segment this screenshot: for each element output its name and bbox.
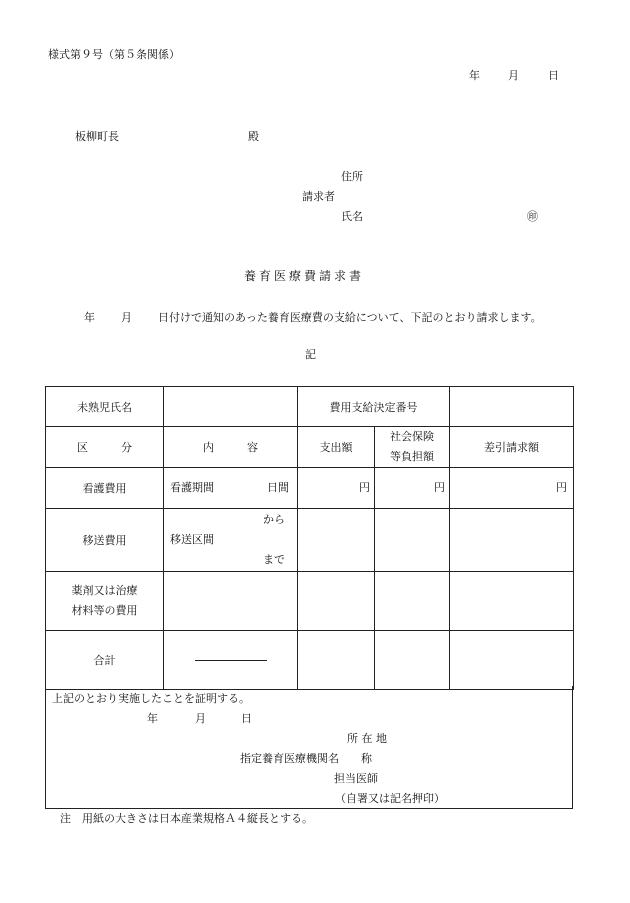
- transport-to-label: まで: [263, 553, 285, 566]
- infant-name-label: 未熟児氏名: [46, 387, 164, 427]
- transport-section-label: 移送区間: [170, 533, 214, 546]
- header-date-month: 月: [508, 69, 519, 82]
- transport-content: [164, 509, 298, 572]
- drugs-label-line1: 薬剤又は治療: [71, 584, 138, 597]
- total-dash-line: [195, 660, 267, 661]
- nursing-claim-yen: 円: [556, 481, 567, 494]
- header-claim: 差引請求額: [450, 427, 574, 468]
- drugs-insurance: [375, 572, 450, 631]
- certification-month: 月: [195, 712, 206, 725]
- addressee-name: 板柳町長: [75, 130, 119, 143]
- header-date-day: 日: [548, 69, 559, 82]
- drugs-content: [164, 572, 298, 631]
- addressee-honorific: 殿: [248, 130, 259, 143]
- header-insurance: [375, 427, 450, 468]
- total-claim: [450, 631, 574, 690]
- header-content: 内 容: [164, 427, 298, 468]
- total-label: 合計: [46, 631, 164, 690]
- transport-claim: [450, 509, 574, 572]
- certification-year: 年: [147, 712, 158, 725]
- paper-size-note: 注 用紙の大きさは日本産業規格Ａ４縦長とする。: [60, 812, 313, 825]
- nursing-content: [164, 468, 298, 509]
- decision-number-label: 費用支給決定番号: [298, 387, 450, 427]
- header-date-year: 年: [469, 69, 480, 82]
- drugs-claim: [450, 572, 574, 631]
- location-label: 所 在 地: [347, 732, 387, 745]
- nursing-days-unit: 日間: [267, 481, 289, 494]
- drugs-expenditure: [298, 572, 375, 631]
- total-expenditure: [298, 631, 375, 690]
- seal-mark-icon: ㊞: [527, 210, 538, 223]
- transport-expenditure: [298, 509, 375, 572]
- drugs-label: [46, 572, 164, 631]
- document-title: 養育医療費請求書: [244, 269, 365, 283]
- claimant-address-label: 住所: [341, 170, 363, 183]
- transport-insurance: [375, 509, 450, 572]
- nursing-claim: [450, 468, 574, 509]
- total-insurance: [375, 631, 450, 690]
- total-content: [164, 631, 298, 690]
- transport-label: 移送費用: [46, 509, 164, 572]
- header-insurance-line1: 社会保険: [390, 430, 434, 443]
- nursing-label: 看護費用: [46, 468, 164, 509]
- claimant-label: 請求者: [302, 190, 335, 203]
- body-year: 年: [84, 311, 95, 324]
- nursing-period-label: 看護期間: [170, 481, 214, 494]
- certification-statement: 上記のとおり実施したことを証明する。: [52, 692, 250, 705]
- institution-name-label: 指定養育医療機関名 称: [240, 752, 372, 765]
- nursing-insurance-yen: 円: [434, 481, 445, 494]
- certification-box: [45, 686, 573, 809]
- nursing-expenditure-yen: 円: [359, 481, 370, 494]
- decision-number-value: [450, 387, 574, 427]
- signature-note: （自署又は記名押印）: [335, 792, 445, 805]
- drugs-label-line2: 材料等の費用: [71, 604, 138, 617]
- claim-table: [45, 386, 574, 690]
- claimant-name-label: 氏名: [341, 210, 363, 223]
- doctor-label: 担当医師: [334, 772, 378, 785]
- header-insurance-line2: 等負担額: [390, 450, 434, 463]
- body-text: 日付けで通知のあった養育医療費の支給について、下記のとおり請求します。: [158, 311, 542, 324]
- nursing-insurance: [375, 468, 450, 509]
- ki-heading: 記: [305, 348, 316, 361]
- nursing-expenditure: [298, 468, 375, 509]
- header-expenditure: 支出額: [298, 427, 375, 468]
- header-category: 区 分: [46, 427, 164, 468]
- transport-from-label: から: [263, 513, 285, 526]
- certification-day: 日: [241, 712, 252, 725]
- infant-name-value: [164, 387, 298, 427]
- body-month: 月: [121, 311, 132, 324]
- form-number-label: 様式第９号（第５条関係）: [48, 48, 180, 61]
